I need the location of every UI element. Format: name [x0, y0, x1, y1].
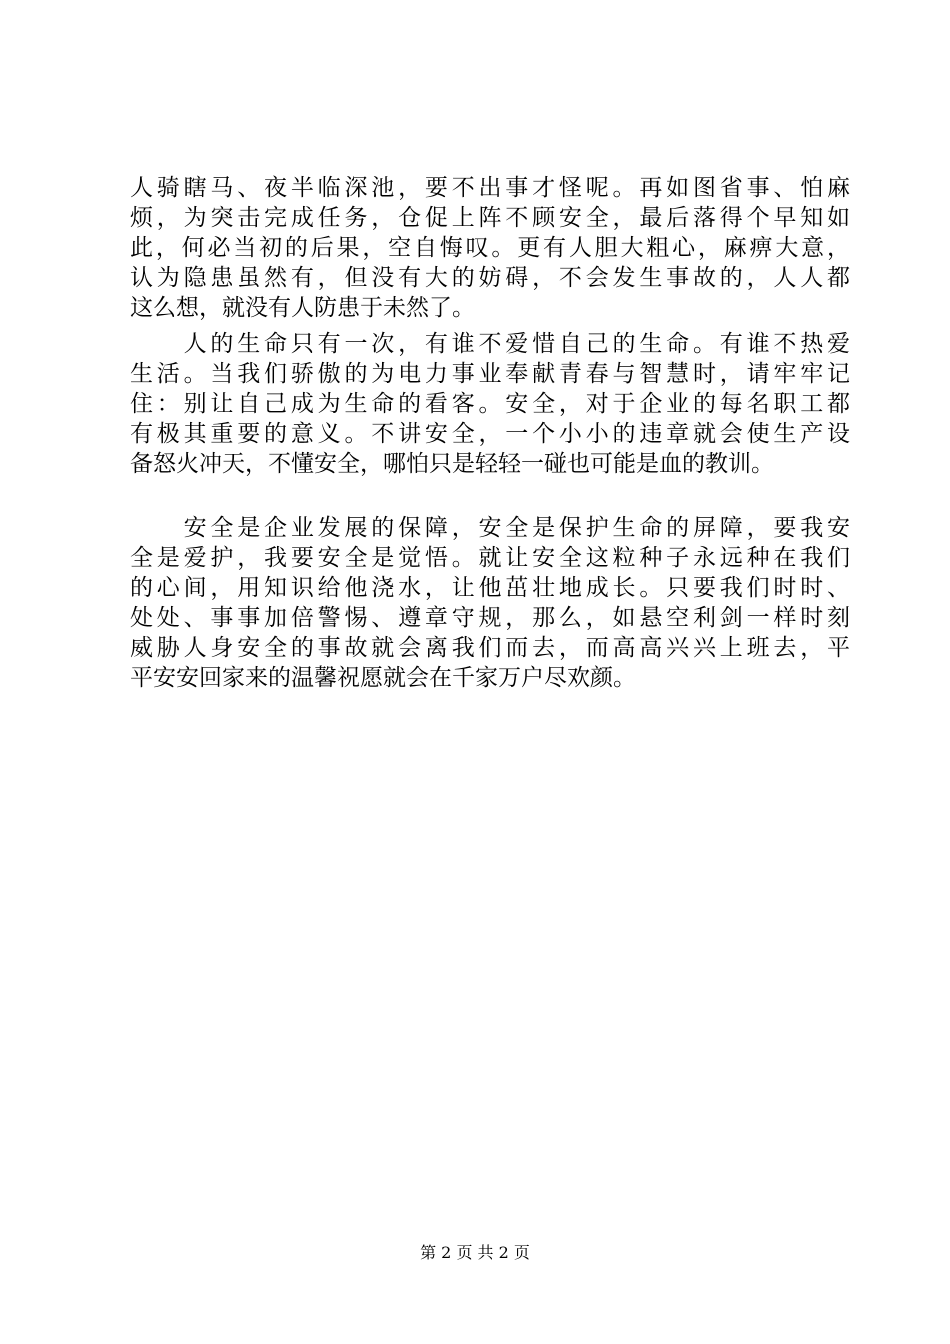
- text-line: 烦，为突击完成任务，仓促上阵不顾安全，最后落得个早知如: [130, 205, 850, 231]
- text-line: 全是爱护，我要安全是觉悟。就让安全这粒种子永远种在我们: [130, 545, 850, 571]
- text-line: 人骑瞎马、夜半临深池，要不出事才怪呢。再如图省事、怕麻: [130, 175, 850, 201]
- text-line: 此，何必当初的后果，空自悔叹。更有人胆大粗心，麻痹大意，: [130, 235, 850, 261]
- text-line: 处处、事事加倍警惕、遵章守规，那么，如悬空利剑一样时刻: [130, 605, 850, 631]
- text-line: 这么想，就没有人防患于未然了。: [130, 295, 475, 321]
- text-line: 人的生命只有一次，有谁不爱惜自己的生命。有谁不热爱: [130, 331, 850, 357]
- page-footer: [0, 1243, 950, 1263]
- text-line: 平安安回家来的温馨祝愿就会在千家万户尽欢颜。: [130, 665, 636, 691]
- text-line: 认为隐患虽然有，但没有大的妨碍，不会发生事故的，人人都: [130, 265, 850, 291]
- text-line: 有极其重要的意义。不讲安全，一个小小的违章就会使生产设: [130, 421, 850, 447]
- text-line: 备怒火冲天，不懂安全，哪怕只是轻轻一碰也可能是血的教训。: [130, 451, 774, 477]
- text-line: 安全是企业发展的保障，安全是保护生命的屏障，要我安: [130, 515, 850, 541]
- text-line: 威胁人身安全的事故就会离我们而去，而高高兴兴上班去，平: [130, 635, 850, 661]
- text-line: 生活。当我们骄傲的为电力事业奉献青春与智慧时，请牢牢记: [130, 361, 850, 387]
- page-number-label: 第 2 页 共 2 页: [420, 1243, 530, 1262]
- text-line: 住：别让自己成为生命的看客。安全，对于企业的每名职工都: [130, 391, 850, 417]
- text-line: 的心间，用知识给他浇水，让他茁壮地成长。只要我们时时、: [130, 575, 850, 601]
